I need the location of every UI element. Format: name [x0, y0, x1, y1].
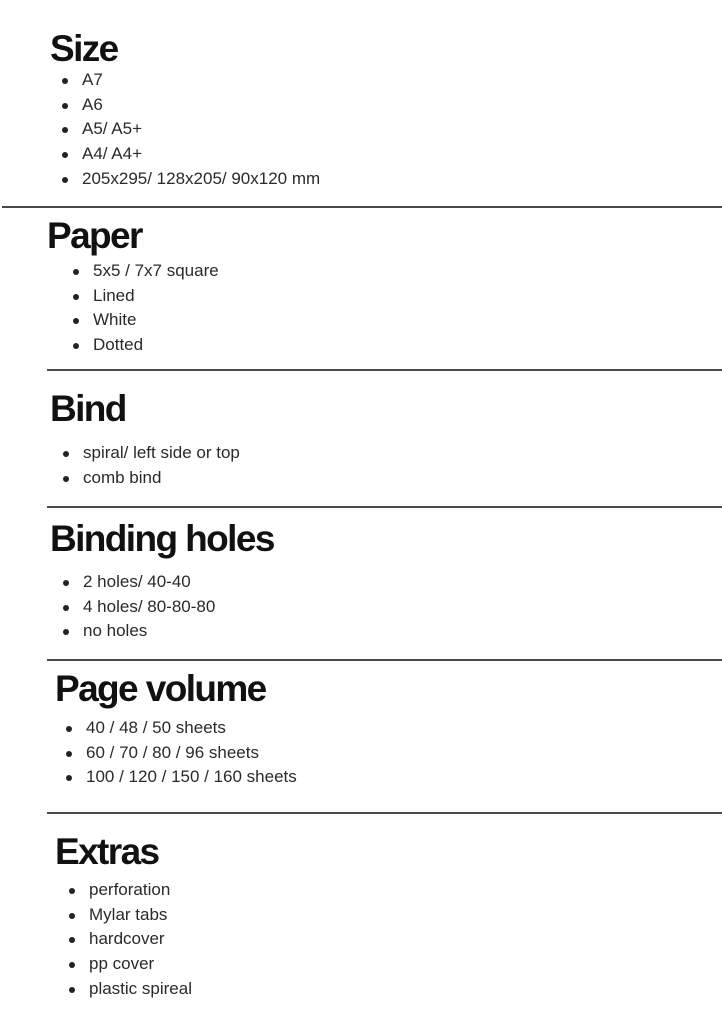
bullet-icon — [69, 962, 75, 968]
list-item: 100 / 120 / 150 / 160 sheets — [64, 765, 297, 790]
bullet-icon — [66, 751, 72, 757]
list-item: 40 / 48 / 50 sheets — [64, 716, 297, 741]
page-volume-list — [64, 716, 297, 790]
list-item: 60 / 70 / 80 / 96 sheets — [64, 741, 297, 766]
bullet-icon — [69, 913, 75, 919]
section-divider — [47, 506, 722, 508]
bullet-icon — [63, 580, 69, 586]
section-heading: Bind — [50, 388, 126, 429]
section-divider — [47, 659, 722, 661]
section-divider — [2, 206, 722, 208]
bullet-icon — [62, 78, 68, 84]
list-item: Lined — [71, 284, 219, 309]
list-item: hardcover — [67, 927, 192, 952]
bullet-icon — [63, 451, 69, 457]
bullet-icon — [66, 775, 72, 781]
list-item: no holes — [61, 619, 215, 644]
bullet-icon — [62, 177, 68, 183]
list-item: perforation — [67, 878, 192, 903]
size-list — [60, 68, 320, 191]
section-heading: Paper — [47, 215, 142, 256]
bullet-icon — [73, 343, 79, 349]
binding-holes-list — [61, 570, 215, 644]
list-item: A6 — [60, 93, 320, 118]
list-item: 205x295/ 128x205/ 90x120 mm — [60, 167, 320, 192]
bullet-icon — [69, 987, 75, 993]
paper-list — [71, 259, 219, 358]
bullet-icon — [73, 318, 79, 324]
list-item: A5/ A5+ — [60, 117, 320, 142]
list-item: Mylar tabs — [67, 903, 192, 928]
bullet-icon — [73, 269, 79, 275]
list-item: 5x5 / 7x7 square — [71, 259, 219, 284]
list-item: pp cover — [67, 952, 192, 977]
list-item: comb bind — [61, 466, 240, 491]
list-item: White — [71, 308, 219, 333]
list-item: A4/ A4+ — [60, 142, 320, 167]
section-heading: Extras — [55, 831, 159, 872]
bullet-icon — [69, 937, 75, 943]
bullet-icon — [73, 294, 79, 300]
list-item: 2 holes/ 40-40 — [61, 570, 215, 595]
section-divider — [47, 812, 722, 814]
list-item: plastic spireal — [67, 977, 192, 1002]
extras-list — [67, 878, 192, 1001]
bullet-icon — [63, 476, 69, 482]
bullet-icon — [62, 127, 68, 133]
section-heading: Page volume — [55, 668, 266, 709]
list-item: Dotted — [71, 333, 219, 358]
list-item: spiral/ left side or top — [61, 441, 240, 466]
section-divider — [47, 369, 722, 371]
bullet-icon — [62, 152, 68, 158]
bind-list — [61, 441, 240, 490]
bullet-icon — [63, 605, 69, 611]
bullet-icon — [62, 103, 68, 109]
bullet-icon — [66, 726, 72, 732]
section-heading: Size — [50, 28, 118, 69]
list-item: 4 holes/ 80-80-80 — [61, 595, 215, 620]
bullet-icon — [63, 629, 69, 635]
section-heading: Binding holes — [50, 518, 274, 559]
list-item: A7 — [60, 68, 320, 93]
bullet-icon — [69, 888, 75, 894]
